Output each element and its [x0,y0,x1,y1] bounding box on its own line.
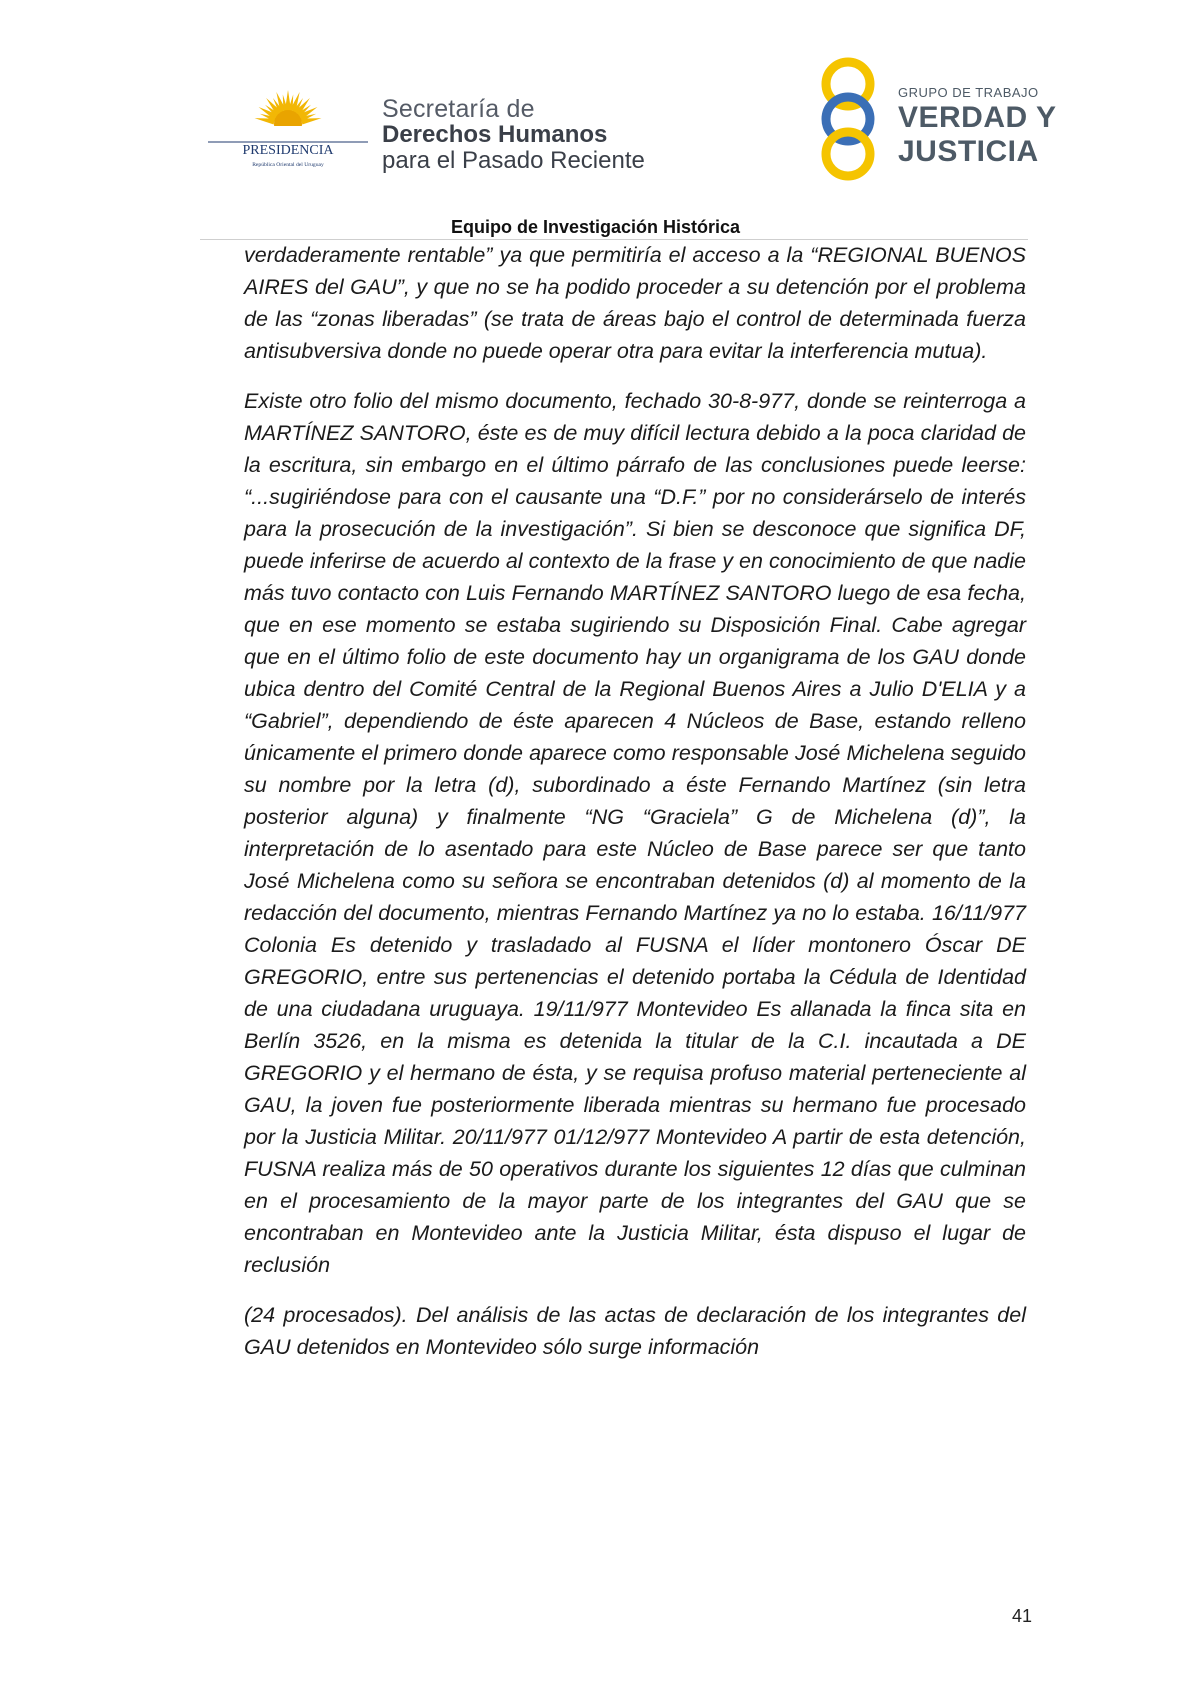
document-body [244,239,1026,1381]
page-number: 41 [1011,1606,1032,1626]
document-subheading: Equipo de Investigación Histórica [450,217,741,237]
verdad-justicia-wordmark [898,86,1056,167]
verdad-y-label: VERDAD Y [898,101,1057,134]
secretaria-title [382,96,645,174]
paragraph-1: verdaderamente rentable” ya que permitiría el acceso a la “REGIONAL BUENOS AIRES del GAU”, y que no se ha podido proceder a su detención por el problema de las “zonas liberadas” (se trata de áreas bajo el control de determinada fuerza antisubversiva donde no puede operar otra para evitar la interferencia mutua). [244,243,1026,363]
presidencia-logo [208,82,368,174]
page-header [0,0,1191,240]
secretaria-line-2: Derechos Humanos [382,121,608,148]
paragraph-3: (24 procesados). Del análisis de las actas de declaración de los integrantes del GAU detenidos en Montevideo sólo surge información [244,1303,1026,1359]
grupo-de-trabajo-label: GRUPO DE TRABAJO [898,85,1039,100]
sun-emblem-icon [208,82,368,174]
paragraph-2: Existe otro folio del mismo documento, fechado 30-8-977, donde se reinterroga a MARTÍNEZ SANTORO, éste es de muy difícil lectura debido a la poca claridad de la escritura, sin embargo en el último párrafo de las conclusiones puede leerse: “...sugiriéndose para con el causante una “D.F.” por no considerárselo de interés para la prosecución de la investigación”. Si bien se desconoce que significa DF, puede inferirse de acuerdo al contexto de la frase y en conocimiento de que nadie más tuvo contacto con Luis Fernando MARTÍNEZ SANTORO luego de esa fecha, que en ese momento se estaba sugiriendo su Disposición Final. Cabe agregar que en el último folio de este documento hay un organigrama de los GAU donde ubica dentro del Comité Central de la Regional Buenos Aires a Julio D'ELIA y a “Gabriel”, dependiendo de éste aparecen 4 Núcleos de Base, estando relleno únicamente el primero donde aparece como responsable José Michelena seguido su nombre por la letra (d), subordinado a éste Fernando Martínez (sin letra posterior alguna) y finalmente “NG “Graciela” G de Michelena (d)”, la interpretación de lo asentado para este Núcleo de Base parece ser que tanto José Michelena como su señora se encontraban detenidos (d) al momento de la redacción del documento, mientras Fernando Martínez ya no lo estaba. 16/11/977 Colonia Es detenido y trasladado al FUSNA el líder montonero Óscar DE GREGORIO, entre sus pertenencias el detenido portaba la Cédula de Identidad de una ciudadana uruguaya. 19/11/977 Montevideo Es allanada la finca sita en Berlín 3526, en la misma es detenida la titular de la C.I. incautada a DE GREGORIO y el hermano de ésta, y se requisa profuso material perteneciente al GAU, la joven fue posteriormente liberada mientras su hermano fue procesado por la Justicia Militar. 20/11/977 01/12/977 Montevideo A partir de esta detención, FUSNA realiza más de 50 operativos durante los siguientes 12 días que culminan en el procesamiento de la mayor parte de los integrantes del GAU que se encontraban en Montevideo ante la Justicia Militar, ésta dispuso el lugar de reclusión [244,389,1026,1277]
secretaria-line-3: para el Pasado Reciente [382,147,645,174]
secretaria-line-1: Secretaría de [382,95,535,123]
presidencia-subtitle: República Oriental del Uruguay [252,162,324,168]
justicia-label: JUSTICIA [898,135,1039,168]
presidencia-label: PRESIDENCIA [242,143,334,158]
